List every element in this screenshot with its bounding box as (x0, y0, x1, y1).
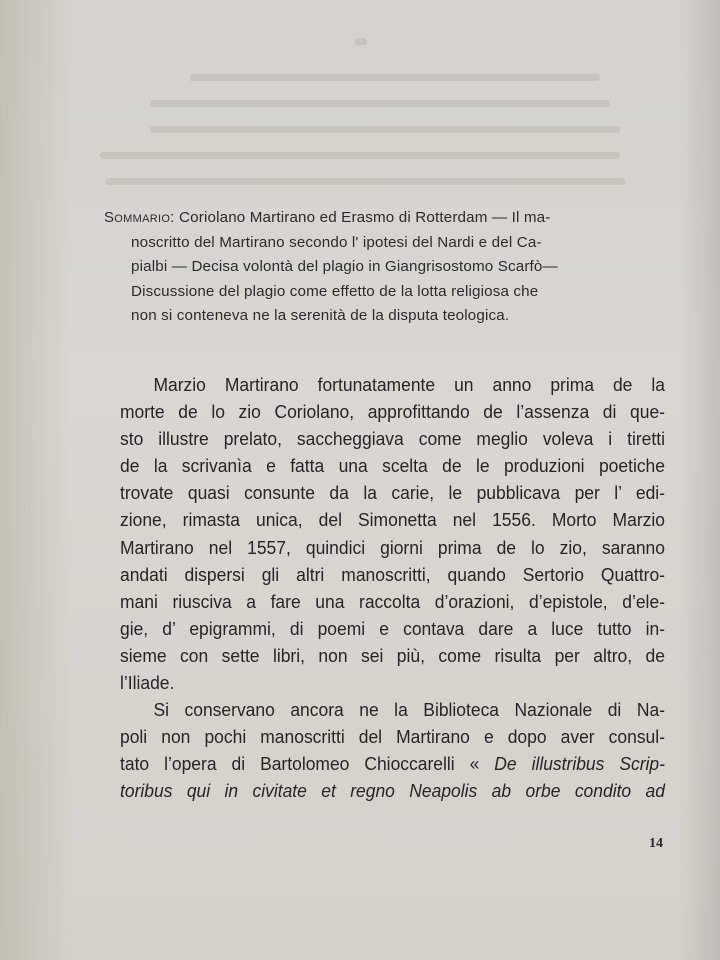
italic-title: toribus qui in civitate et regno Neapolis ab orbe condito ad (120, 780, 665, 802)
italic-title: De illustribus Scrip- (494, 753, 665, 775)
text-line: Si conservano ancora ne la Biblioteca Nazionale di Na- (153, 699, 665, 721)
text-line: sieme con sette libri, non sei più, come risulta per altro, de (120, 644, 665, 666)
text-line: mani riusciva a fare una raccolta d’orazioni, d’epistole, d’ele- (120, 590, 665, 612)
bleed-through-text (0, 0, 720, 200)
summary-label: Sommario: (104, 209, 175, 226)
text-line: gie, d’ epigrammi, di poemi e contava dare a luce tutto in- (120, 617, 665, 639)
body-text (120, 371, 665, 805)
text-line: Marzio Martirano fortunatamente un anno prima de la (153, 374, 665, 395)
text-line: andati dispersi gli altri manoscritti, quando Sertorio Quattro- (120, 563, 665, 585)
chapter-summary (104, 206, 624, 329)
page-number: 14 (649, 836, 663, 851)
summary-line: noscritto del Martirano secondo l' ipotesi del Nardi e del Ca- (131, 233, 542, 251)
text-line: zione, rimasta unica, del Simonetta nel 1556. Morto Marzio (120, 509, 665, 531)
text-line: l’Iliade. (120, 672, 175, 694)
summary-line: non si conteneva ne la serenità de la disputa teologica. (131, 307, 510, 324)
text-line: de la scrivanìa e fatta una scelta de le produzioni poetiche (120, 455, 665, 477)
summary-line: Sommario: Coriolano Martirano ed Erasmo di Rotterdam — Il ma- (104, 209, 551, 226)
text-line: poli non pochi manoscritti del Martirano e dopo aver consul- (120, 726, 665, 748)
text-line (120, 777, 665, 804)
text-line: morte de lo zio Coriolano, approfittando de l’assenza di que- (120, 401, 665, 423)
text-line: Martirano nel 1557, quindici giorni prima de lo zio, saranno (120, 536, 665, 558)
text-line: tato l’opera di Bartolomeo Chioccarelli « De illustribus Scrip- (120, 753, 665, 775)
summary-line: Discussione del plagio come effetto de la lotta religiosa che (131, 282, 539, 300)
summary-line: pialbi — Decisa volontà del plagio in Giangrisostomo Scarfò— (131, 258, 558, 275)
text-line: trovate quasi consunte da la carie, le pubblicava per l’ edi- (120, 482, 665, 504)
text-line: sto illustre prelato, saccheggiava come meglio voleva i tiretti (120, 428, 665, 450)
